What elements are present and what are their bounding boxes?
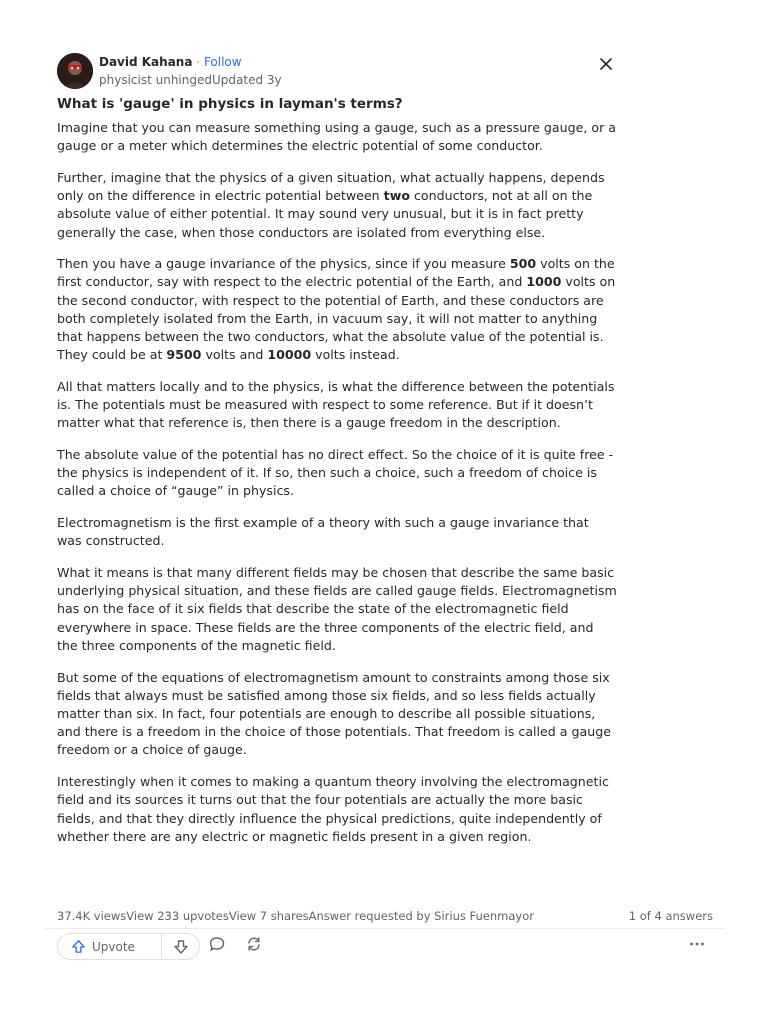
share-icon (245, 935, 263, 953)
answer-paragraph: The absolute value of the potential has no direct effect. So the choice of it is quite free - the physics is independent of it. If so, then such a choice, such a freedom of choice is called a choice of “gauge” in physics. (57, 447, 614, 499)
author-name[interactable]: David Kahana (99, 55, 193, 69)
author-credential[interactable]: physicist unhinged (99, 73, 212, 87)
answer-stats (57, 909, 713, 925)
more-icon (688, 935, 706, 953)
answer-requested-by[interactable]: Answer requested by Sirius Fuenmayor (308, 909, 534, 923)
comment-button[interactable] (208, 935, 228, 955)
answer-paragraph: What it means is that many different fields may be chosen that describe the same basic underlying physical situation, and these fields are called gauge fields. Electromagnetism has on the face of it six fields that describe the state of the electromagnetic field everywhere in space. These fields are the three components of the electric field, and the three components of the magnetic field. (57, 565, 617, 653)
answer-paragraph: Interestingly when it comes to making a quantum theory involving the electromagnetic field and its sources it turns out that the four potentials are actually the more basic fields, and that they directly influence the physical predictions, quite independently of whether there are any electric or magnetic fields present in a given region. (57, 774, 609, 844)
answer-paragraph: All that matters locally and to the physics, is what the difference between the potentials is. The potentials must be measured with respect to some reference. But if it doesn’t matter what that reference is, then there is a gauge freedom in the description. (57, 378, 615, 431)
answer-paragraph: Then you have a gauge invariance of the physics, since if you measure 500 volts on the first conductor, say with respect to the electric potential of the Earth, and 1000 volts on the second conductor, with respect to the potential of Earth, and these conductors are both completely isolated from the Earth, in vacuum say, it will not matter to anything that happens between the two conductors, what the absolute value of the potential is. They could be at 9500 volts and 10000 volts instead. (57, 256, 616, 363)
author-line (99, 55, 242, 69)
answer-header (57, 53, 712, 89)
author-credential-line (99, 73, 282, 87)
follow-button[interactable]: Follow (203, 55, 242, 69)
upvote-button[interactable] (58, 934, 162, 959)
bold-text: 1000 (526, 274, 562, 290)
answer-paragraph: Imagine that you can measure something using a gauge, such as a pressure gauge, or a gauge or a meter which determines the electric potential of some conductor. (57, 120, 616, 154)
avatar[interactable] (57, 53, 93, 89)
downvote-arrow-icon (173, 939, 189, 955)
bold-text: 10000 (267, 347, 312, 363)
answer-position: 1 of 4 answers (628, 909, 713, 923)
question-title[interactable]: What is 'gauge' in physics in layman's terms? (57, 96, 403, 112)
stats-left (57, 909, 713, 923)
bold-text: two (383, 188, 410, 204)
view-shares-link[interactable]: View 7 shares (228, 909, 309, 923)
view-upvotes-link[interactable]: View 233 upvotes (126, 909, 229, 923)
answer-paragraph: Electromagnetism is the first example of a theory with such a gauge invariance that was constructed. (57, 515, 589, 549)
answer-body (57, 119, 617, 859)
downvote-button[interactable] (163, 934, 200, 959)
close-button[interactable] (598, 56, 614, 72)
avatar-image (57, 53, 93, 89)
upvote-arrow-icon (71, 939, 86, 954)
more-options-button[interactable] (688, 935, 708, 955)
answer-card (44, 38, 726, 964)
updated-time[interactable]: Updated 3y (212, 73, 282, 87)
answer-paragraph: Further, imagine that the physics of a given situation, what actually happens, depends only on the difference in electric potential between two conductors, not at all on the absolute value of either potential. It may sound very unusual, but it is in fact pretty generally the case, when those conductors are isolated from everything else. (57, 169, 605, 240)
bold-text: 9500 (166, 347, 202, 363)
separator-dot: · (196, 55, 201, 69)
bold-text: 500 (509, 256, 537, 272)
close-icon (598, 56, 614, 72)
action-bar (44, 928, 726, 964)
vote-group (57, 933, 200, 960)
views-count: 37.4K views (57, 909, 127, 923)
comment-icon (208, 935, 226, 953)
share-button[interactable] (245, 935, 265, 955)
answer-paragraph: But some of the equations of electromagnetism amount to constraints among those six fields that always must be satisfied among those six fields, and so less fields actually matter than six. In fact, four potentials are enough to describe all possible situations, and there is a freedom in the choice of those potentials. That freedom is called a gauge freedom or a choice of gauge. (57, 669, 611, 758)
upvote-label: Upvote (92, 940, 135, 954)
